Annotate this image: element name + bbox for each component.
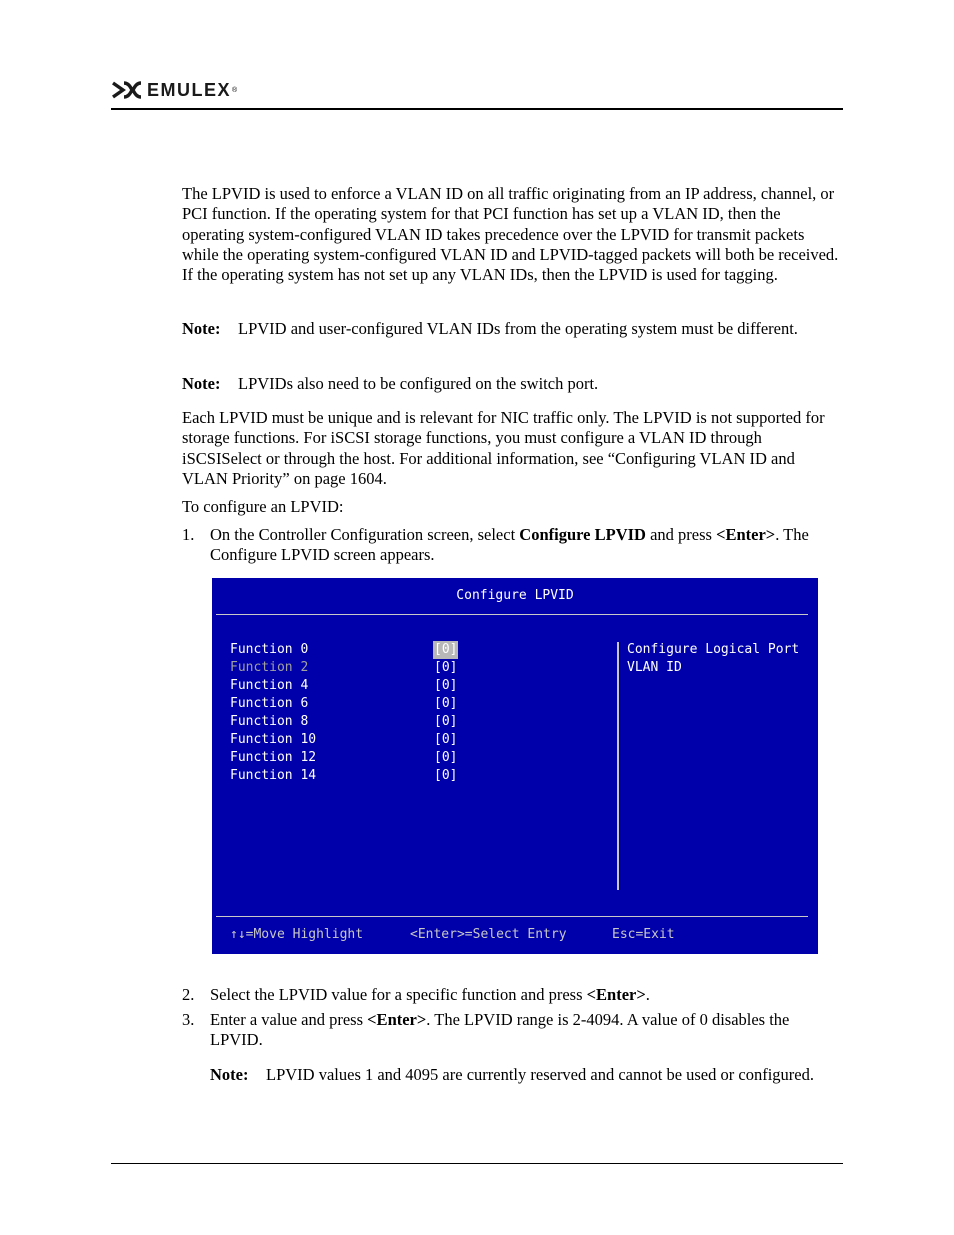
configure-lpvid-screen: [212, 578, 818, 954]
lpvid-value[interactable]: [0]: [434, 750, 458, 765]
function-name: Function 8: [230, 714, 309, 729]
bios-screen-title: Configure LPVID: [456, 588, 574, 603]
function-name: Function 10: [230, 732, 317, 747]
help-panel: [627, 641, 812, 677]
lpvid-value[interactable]: [0]: [434, 678, 458, 693]
step-text: On the Controller Configuration screen, select Configure LPVID and press <Enter>. The Configure LPVID screen appears.: [210, 525, 809, 565]
function-row[interactable]: [230, 749, 470, 767]
function-name: Function 14: [230, 768, 317, 783]
lpvid-value[interactable]: [0]: [434, 696, 458, 711]
note-text: LPVID and user-configured VLAN IDs from the operating system must be different.: [238, 319, 798, 338]
function-row[interactable]: [230, 713, 470, 731]
function-name: Function 2: [230, 660, 309, 675]
help-text-line: VLAN ID: [627, 660, 682, 675]
step-number: 1.: [182, 525, 195, 544]
step-1: [182, 525, 844, 566]
function-row[interactable]: [230, 731, 470, 749]
step-2: [182, 985, 844, 1005]
lpvid-value[interactable]: [0]: [434, 714, 458, 729]
step-3: [182, 1010, 844, 1051]
note-different-ids: [182, 319, 844, 339]
lpvid-value[interactable]: [0]: [434, 642, 458, 657]
help-divider: [617, 642, 619, 890]
footer-divider: [216, 916, 808, 917]
note-label: Note:: [182, 374, 221, 393]
note-text: LPVID values 1 and 4095 are currently reserved and cannot be used or configured.: [266, 1065, 814, 1084]
step-number: 3.: [182, 1010, 195, 1029]
help-text-line: Configure Logical Port: [627, 642, 800, 657]
step-text: Select the LPVID value for a specific function and press <Enter>.: [210, 985, 650, 1004]
lpvid-value[interactable]: [0]: [434, 768, 458, 783]
emulex-logo-icon: [111, 80, 143, 100]
note-label: Note:: [210, 1065, 249, 1084]
step-text: Enter a value and press <Enter>. The LPVID range is 2-4094. A value of 0 disables the LPVID.: [210, 1010, 790, 1050]
note-text: LPVIDs also need to be configured on the switch port.: [238, 374, 599, 393]
unique-paragraph: Each LPVID must be unique and is relevant for NIC traffic only. The LPVID is not supported for storage functions. For iSCSI storage functions, you must configure a VLAN ID through iSCSISelect or through the host. For additional information, see “Configuring VLAN ID and VLAN Priority” on page 1604.: [182, 408, 825, 488]
footer-rule: [111, 1163, 843, 1164]
title-divider: [216, 614, 808, 615]
function-row[interactable]: [230, 659, 470, 677]
function-row[interactable]: [230, 695, 470, 713]
brand-name: EMULEX: [147, 80, 232, 100]
footer-move-hint: ↑↓=Move Highlight: [230, 927, 364, 942]
intro-paragraph: The LPVID is used to enforce a VLAN ID on all traffic originating from an IP address, channel, or PCI function. If the operating system for that PCI function has set up a VLAN ID, then the operating system-configured VLAN ID takes precedence over the LPVID for transmit packets while the operating system-configured VLAN ID and LPVID-tagged packets will both be received. If the operating system has not set up any VLAN IDs, then the LPVID is used for tagging.: [182, 184, 839, 285]
emulex-logo: [111, 78, 237, 102]
function-row[interactable]: [230, 677, 470, 695]
to-configure-paragraph: To configure an LPVID:: [182, 497, 344, 516]
function-row[interactable]: [230, 641, 470, 659]
function-name: Function 6: [230, 696, 309, 711]
step-number: 2.: [182, 985, 195, 1004]
footer-exit-hint: Esc=Exit: [612, 927, 675, 942]
note-switch-port: [182, 374, 844, 394]
function-name: Function 12: [230, 750, 317, 765]
note-label: Note:: [182, 319, 221, 338]
footer-select-hint: <Enter>=Select Entry: [410, 927, 567, 942]
lpvid-value[interactable]: [0]: [434, 660, 458, 675]
trademark: ®: [232, 86, 238, 94]
note-reserved-values: [210, 1065, 840, 1085]
header-rule: [111, 108, 843, 110]
function-name: Function 4: [230, 678, 309, 693]
function-row[interactable]: [230, 767, 470, 785]
function-name: Function 0: [230, 642, 309, 657]
lpvid-value[interactable]: [0]: [434, 732, 458, 747]
